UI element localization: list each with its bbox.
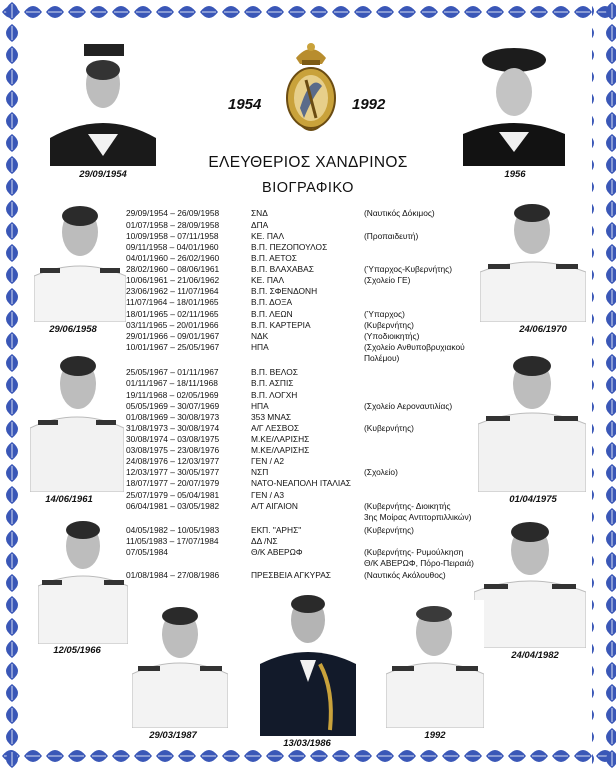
career-date: 01/08/1969 – 30/08/1973 bbox=[126, 412, 220, 422]
photo-caption-left-2: 14/06/1961 bbox=[45, 494, 93, 505]
career-date: 19/11/1968 – 02/05/1969 bbox=[126, 390, 219, 400]
career-post: 353 ΜΝΑΣ bbox=[251, 412, 292, 422]
career-post: Β.Π. ΣΦΕΝΔΟΝΗ bbox=[251, 286, 318, 296]
career-date: 10/09/1958 – 07/11/1958 bbox=[126, 231, 219, 241]
career-post: ΗΠΑ bbox=[251, 342, 269, 352]
career-row bbox=[0, 297, 616, 308]
career-post: Β.Π. ΛΕΩΝ bbox=[251, 309, 293, 319]
career-note: (Σχολείο Ανθυποβρυχιακού bbox=[364, 342, 465, 352]
career-date: 11/05/1983 – 17/07/1984 bbox=[126, 536, 219, 546]
career-post: ΓΕΝ / Α2 bbox=[251, 456, 285, 466]
career-date: 18/01/1965 – 02/11/1965 bbox=[126, 309, 219, 319]
career-post: Β.Π. ΒΛΑΧΑΒΑΣ bbox=[251, 264, 314, 274]
year-end: 1992 bbox=[352, 96, 386, 113]
career-note: (Προπαιδευτή) bbox=[364, 231, 419, 241]
year-start: 1954 bbox=[228, 96, 262, 113]
career-date: 04/01/1960 – 26/02/1960 bbox=[126, 253, 220, 263]
career-date: 12/03/1977 – 30/05/1977 bbox=[126, 467, 220, 477]
career-note: (Σχολείο) bbox=[364, 467, 398, 477]
career-post: ΔΔ /ΝΣ bbox=[251, 536, 278, 546]
photo-caption-bottom-left: 29/03/1987 bbox=[149, 730, 197, 741]
career-post: Β.Π. ΔΟΞΑ bbox=[251, 297, 293, 307]
career-note: Θ/Κ ΑΒΕΡΩΦ, Πόρο-Πειραιά) bbox=[364, 558, 474, 568]
career-row bbox=[0, 547, 616, 558]
career-note: (Κυβερνήτης- Ρυμούλκηση bbox=[364, 547, 464, 557]
career-date: 18/07/1977 – 20/07/1979 bbox=[126, 478, 220, 488]
career-row bbox=[0, 558, 616, 569]
career-row bbox=[0, 309, 616, 320]
photo-caption-right-3: 24/04/1982 bbox=[511, 650, 559, 661]
career-post: Μ.ΚΕ/ΛΑΡΙΣΗΣ bbox=[251, 434, 310, 444]
career-date: 04/05/1982 – 10/05/1983 bbox=[126, 525, 220, 535]
career-note: (Ύπαρχος-Κυβερνήτης) bbox=[364, 264, 452, 274]
career-note: (Ύπαρχος) bbox=[364, 309, 405, 319]
career-row bbox=[0, 378, 616, 389]
career-row bbox=[0, 353, 616, 364]
career-date: 29/09/1954 – 26/09/1958 bbox=[126, 208, 220, 218]
career-row bbox=[0, 401, 616, 412]
career-note: (Κυβερνήτης) bbox=[364, 525, 414, 535]
career-date: 28/02/1960 – 08/06/1961 bbox=[126, 264, 220, 274]
career-row bbox=[0, 320, 616, 331]
career-post: Β.Π. ΚΑΡΤΕΡΙΑ bbox=[251, 320, 311, 330]
career-row bbox=[0, 264, 616, 275]
career-date: 24/08/1976 – 12/03/1977 bbox=[126, 456, 220, 466]
career-date: 01/08/1984 – 27/08/1986 bbox=[126, 570, 220, 580]
photo-caption-top-right: 1956 bbox=[504, 169, 526, 180]
career-note: (Σχολείο Αεροναυτιλίας) bbox=[364, 401, 453, 411]
career-post: Α/Γ ΛΕΣΒΟΣ bbox=[251, 423, 300, 433]
career-row bbox=[0, 423, 616, 434]
career-date: 29/01/1966 – 09/01/1967 bbox=[126, 331, 220, 341]
photo-caption-right-1: 24/06/1970 bbox=[519, 324, 567, 335]
person-name: ΕΛΕΥΘΕΡΙΟΣ ΧΑΝΔΡΙΝΟΣ bbox=[208, 154, 408, 171]
career-post: ΕΚΠ. "ΑΡΗΣ" bbox=[251, 525, 302, 535]
career-post: Β.Π. ΑΕΤΟΣ bbox=[251, 253, 297, 263]
career-row bbox=[0, 242, 616, 253]
photo-caption-left-3: 12/05/1966 bbox=[53, 645, 101, 656]
career-row bbox=[0, 501, 616, 512]
career-post: ΠΡΕΣΒΕΙΑ ΑΓΚΥΡΑΣ bbox=[251, 570, 331, 580]
photo-caption-top-left: 29/09/1954 bbox=[79, 169, 127, 180]
career-note: (Σχολείο ΓΕ) bbox=[364, 275, 411, 285]
career-row bbox=[0, 490, 616, 501]
career-note: (Ναυτικός Δόκιμος) bbox=[364, 208, 435, 218]
photo-caption-right-2: 01/04/1975 bbox=[509, 494, 557, 505]
career-date: 05/05/1969 – 30/07/1969 bbox=[126, 401, 220, 411]
career-post: Β.Π. ΒΕΛΟΣ bbox=[251, 367, 298, 377]
career-post: Β.Π. ΑΣΠΙΣ bbox=[251, 378, 294, 388]
career-post: ΣΝΔ bbox=[251, 208, 268, 218]
career-date: 25/07/1979 – 05/04/1981 bbox=[126, 490, 220, 500]
career-row bbox=[0, 253, 616, 264]
photo-caption-bottom-center: 13/03/1986 bbox=[283, 738, 331, 749]
career-date: 06/04/1981 – 03/05/1982 bbox=[126, 501, 220, 511]
career-post: ΝΔΚ bbox=[251, 331, 269, 341]
career-row bbox=[0, 390, 616, 401]
career-post: Β.Π. ΛΟΓΧΗ bbox=[251, 390, 298, 400]
career-note: (Ναυτικός Ακόλουθος) bbox=[364, 570, 446, 580]
career-note: Πολέμου) bbox=[364, 353, 400, 363]
career-row bbox=[0, 445, 616, 456]
career-row bbox=[0, 220, 616, 231]
career-row bbox=[0, 412, 616, 423]
career-row bbox=[0, 434, 616, 445]
career-date: 03/08/1975 – 23/08/1976 bbox=[126, 445, 220, 455]
career-row bbox=[0, 342, 616, 353]
career-post: Α/Τ ΑΙΓΑΙΟΝ bbox=[251, 501, 298, 511]
career-date: 10/06/1961 – 21/06/1962 bbox=[126, 275, 220, 285]
career-date: 07/05/1984 bbox=[126, 547, 168, 557]
career-row bbox=[0, 231, 616, 242]
career-row bbox=[0, 275, 616, 286]
career-post: ΗΠΑ bbox=[251, 401, 269, 411]
career-date: 10/01/1967 – 25/05/1967 bbox=[126, 342, 220, 352]
career-post: ΓΕΝ / Α3 bbox=[251, 490, 285, 500]
career-row bbox=[0, 570, 616, 581]
career-post: ΝΣΠ bbox=[251, 467, 269, 477]
career-date: 25/05/1967 – 01/11/1967 bbox=[126, 367, 219, 377]
career-row bbox=[0, 525, 616, 536]
career-row bbox=[0, 286, 616, 297]
career-note: (Κυβερνήτης- Διοικητής bbox=[364, 501, 451, 511]
career-note: 3ης Μοίρας Αντιτορπιλλικών) bbox=[364, 512, 472, 522]
career-date: 09/11/1958 – 04/01/1960 bbox=[126, 242, 219, 252]
career-row bbox=[0, 456, 616, 467]
career-row bbox=[0, 478, 616, 489]
career-row bbox=[0, 331, 616, 342]
biography-title: ΒΙΟΓΡΑΦΙΚΟ bbox=[262, 180, 354, 196]
career-post: Θ/Κ ΑΒΕΡΩΦ bbox=[251, 547, 303, 557]
career-post: ΚΕ. ΠΑΛ bbox=[251, 231, 285, 241]
career-row bbox=[0, 208, 616, 219]
career-row bbox=[0, 467, 616, 478]
career-post: ΝΑΤΟ-ΝΕΑΠΟΛΗ ΙΤΑΛΙΑΣ bbox=[251, 478, 351, 488]
career-date: 11/07/1964 – 18/01/1965 bbox=[126, 297, 219, 307]
career-date: 30/08/1974 – 03/08/1975 bbox=[126, 434, 220, 444]
career-date: 03/11/1965 – 20/01/1966 bbox=[126, 320, 219, 330]
career-row bbox=[0, 512, 616, 523]
photo-caption-left-1: 29/06/1958 bbox=[49, 324, 97, 335]
career-post: Μ.ΚΕ/ΛΑΡΙΣΗΣ bbox=[251, 445, 310, 455]
photo-caption-bottom-right: 1992 bbox=[424, 730, 446, 741]
career-date: 01/07/1958 – 28/09/1958 bbox=[126, 220, 220, 230]
career-post: ΔΠΑ bbox=[251, 220, 269, 230]
career-post: ΚΕ. ΠΑΛ bbox=[251, 275, 285, 285]
career-row bbox=[0, 536, 616, 547]
career-note: (Υποδιοικητής) bbox=[364, 331, 420, 341]
career-note: (Κυβερνήτης) bbox=[364, 320, 414, 330]
career-date: 23/06/1962 – 11/07/1964 bbox=[126, 286, 219, 296]
career-row bbox=[0, 367, 616, 378]
career-date: 31/08/1973 – 30/08/1974 bbox=[126, 423, 220, 433]
career-post: Β.Π. ΠΕΖΟΠΟΥΛΟΣ bbox=[251, 242, 328, 252]
career-date: 01/11/1967 – 18/11/1968 bbox=[126, 378, 218, 388]
career-note: (Κυβερνήτης) bbox=[364, 423, 414, 433]
